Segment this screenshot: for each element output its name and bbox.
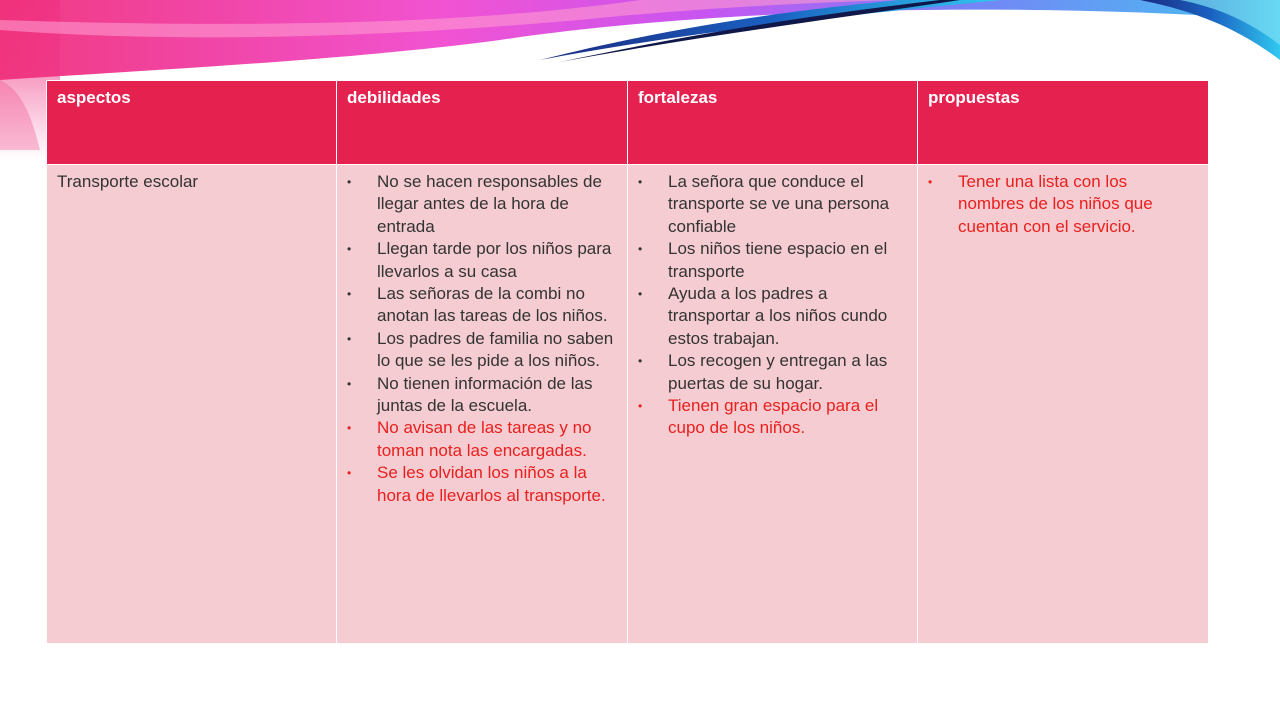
bullet-icon: • (638, 175, 643, 189)
list-item-text: No tienen información de las juntas de la escuela. (377, 373, 593, 416)
debilidades-list (347, 171, 617, 507)
bullet-icon: • (347, 242, 352, 257)
list-item-text: Los padres de familia no saben lo que se les pide a los niños. (377, 328, 614, 371)
list-item (347, 373, 617, 418)
list-item (347, 417, 617, 462)
bullet-icon: • (928, 175, 933, 189)
list-item (347, 462, 617, 507)
list-item-text: Tienen gran espacio para el cupo de los niños. (668, 396, 879, 438)
table-row (47, 165, 1209, 644)
list-item-text: Ayuda a los padres a transportar a los niños cundo estos trabajan. (668, 284, 888, 348)
bullet-icon: • (638, 399, 643, 414)
list-item (638, 238, 907, 283)
list-item-text: Los niños tiene espacio en el transporte (668, 239, 888, 281)
list-item-text: No se hacen responsables de llegar antes de la hora de entrada (377, 172, 602, 236)
bullet-icon: • (347, 287, 352, 302)
list-item-text: Las señoras de la combi no anotan las tareas de los niños. (377, 284, 608, 326)
propuestas-cell (918, 165, 1209, 644)
bullet-icon: • (347, 376, 352, 391)
propuestas-list (928, 171, 1198, 238)
bullet-icon: • (638, 242, 643, 257)
bullet-icon: • (638, 287, 643, 302)
list-item (347, 283, 617, 328)
bullet-icon: • (347, 466, 352, 481)
bullet-icon: • (638, 354, 643, 369)
list-item-text: Los recogen y entregan a las puertas de su hogar. (668, 351, 888, 393)
list-item (638, 283, 907, 350)
list-item (347, 171, 617, 238)
list-item (347, 328, 617, 373)
debilidades-cell (337, 165, 628, 644)
list-item-text: No avisan de las tareas y no toman nota las encargadas. (377, 418, 592, 460)
fortalezas-cell (628, 165, 918, 644)
list-item-text: Llegan tarde por los niños para llevarlos a su casa (377, 239, 612, 281)
list-item-text: Se les olvidan los niños a la hora de llevarlos al transporte. (377, 463, 606, 505)
list-item (928, 171, 1198, 238)
list-item (638, 395, 907, 440)
bullet-icon: • (347, 331, 352, 346)
header-fortalezas: fortalezas (628, 81, 918, 165)
list-item-text: Tener una lista con los nombres de los niños que cuentan con el servicio. (958, 172, 1153, 236)
list-item-text: La señora que conduce el transporte se ve una persona confiable (668, 172, 890, 236)
fortalezas-list (638, 171, 907, 440)
list-item (638, 350, 907, 395)
bullet-icon: • (347, 175, 352, 189)
analysis-table (46, 80, 1209, 644)
aspect-cell: Transporte escolar (47, 165, 337, 644)
list-item (347, 238, 617, 283)
table-header-row (47, 81, 1209, 165)
bullet-icon: • (347, 421, 352, 436)
header-debilidades: debilidades (337, 81, 628, 165)
list-item (638, 171, 907, 238)
header-aspectos: aspectos (47, 81, 337, 165)
header-propuestas: propuestas (918, 81, 1209, 165)
